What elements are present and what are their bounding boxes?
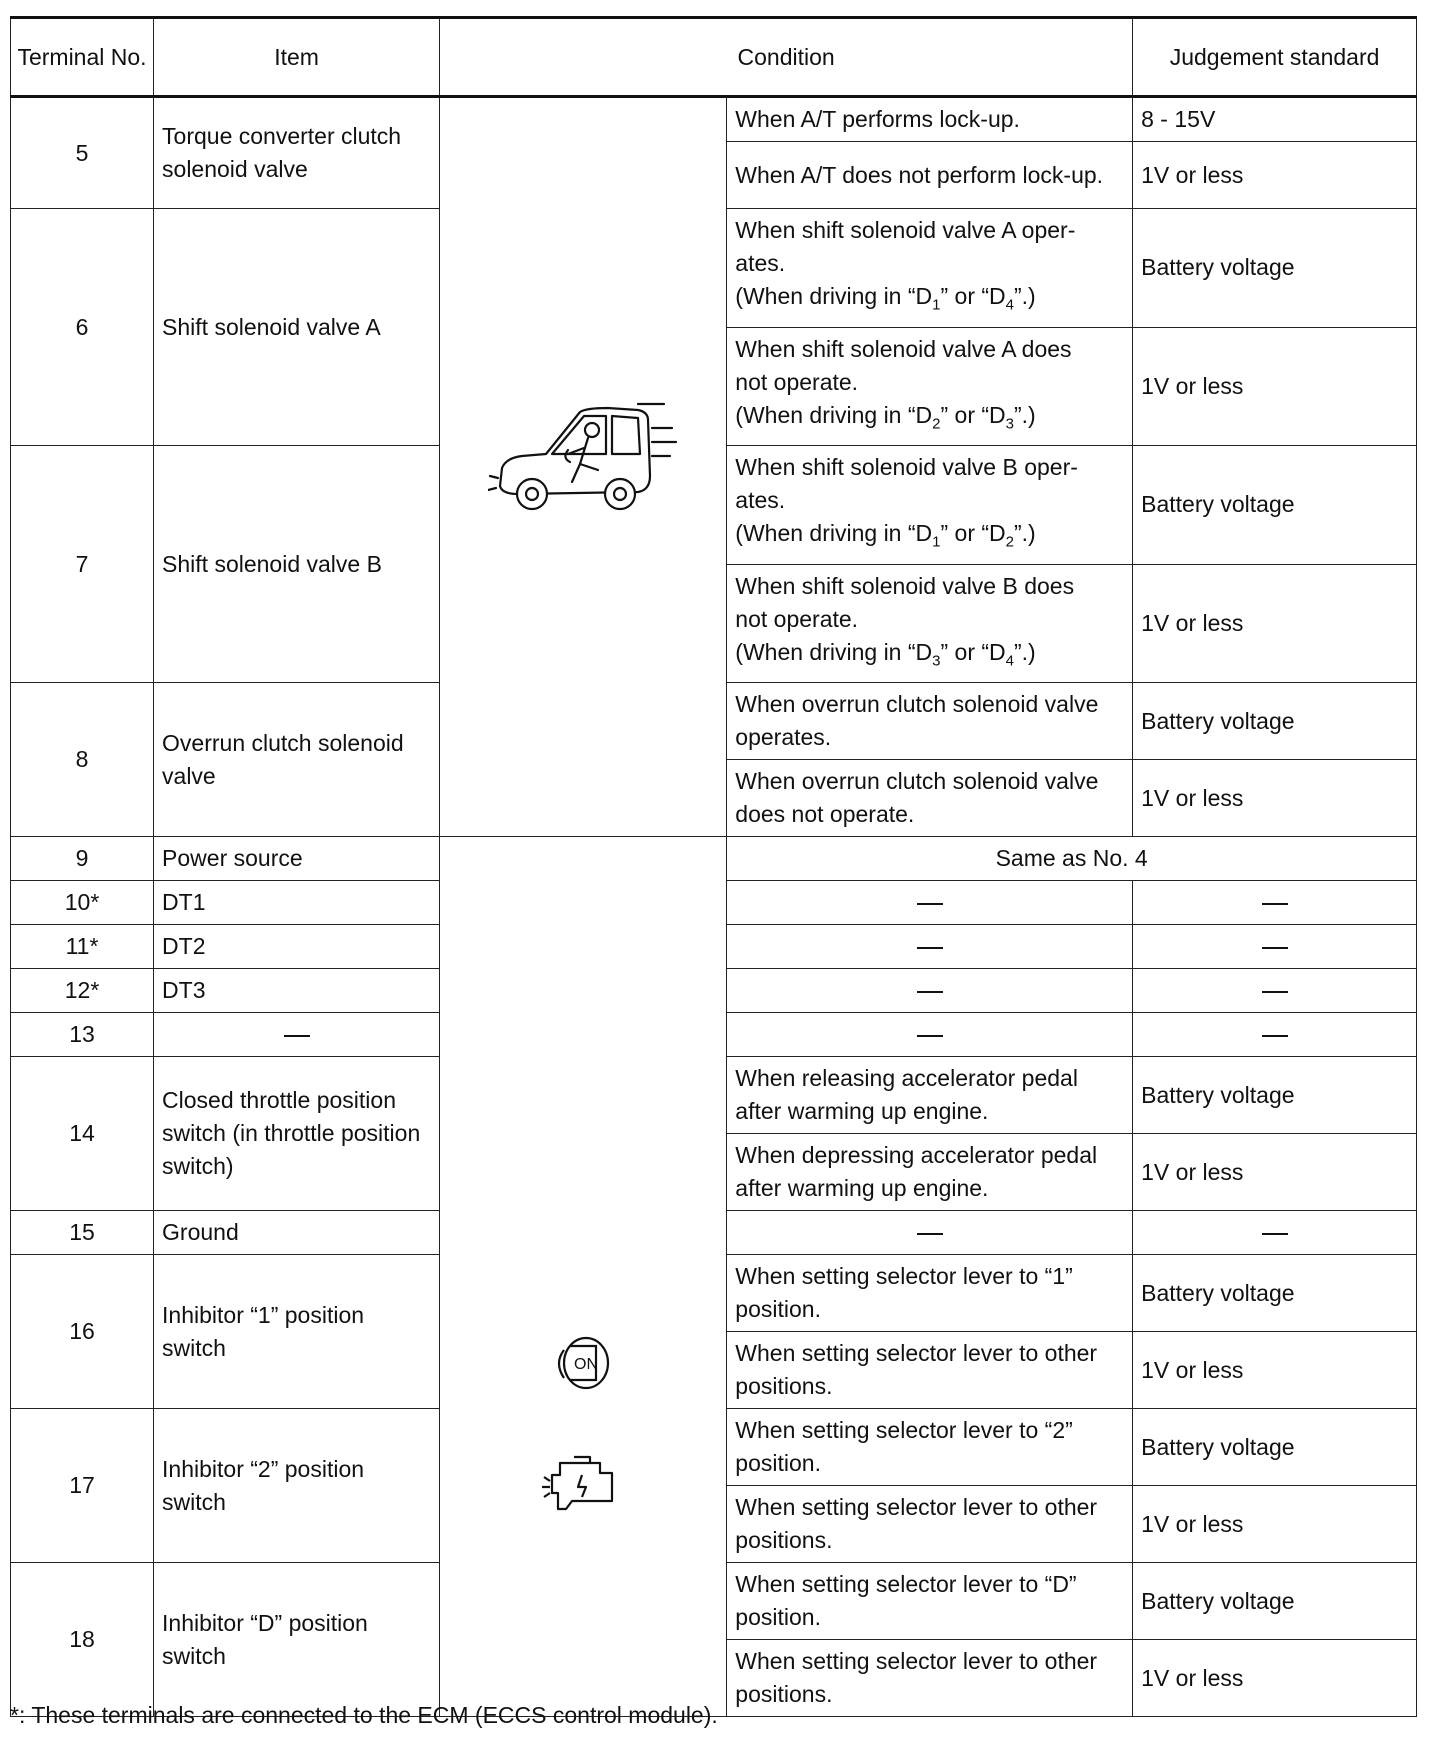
terminal-no: 12* — [11, 969, 154, 1013]
condition-line: ”.) — [1014, 283, 1036, 309]
condition-cell: When setting selector lever to “1” position. — [727, 1255, 1133, 1332]
header-row — [11, 18, 1417, 97]
terminal-no: 13 — [11, 1013, 154, 1057]
dash-mark — [917, 947, 943, 949]
header-terminal: Terminal No. — [11, 18, 154, 97]
ignition-key-on-icon — [548, 1328, 618, 1398]
judgement-cell: Battery voltage — [1133, 1409, 1417, 1486]
condition-cell — [727, 1211, 1133, 1255]
condition-line: ”.) — [1014, 520, 1036, 547]
header-item: Item — [154, 18, 440, 97]
condition-line: ates. — [735, 487, 786, 514]
condition-line: When shift solenoid valve A oper- — [735, 217, 1076, 243]
condition-cell: When setting selector lever to other positions. — [727, 1640, 1133, 1717]
condition-line: (When driving in “D — [735, 638, 933, 665]
judgement-cell: Battery voltage — [1133, 1255, 1417, 1332]
header-judgement: Judgement standard — [1133, 18, 1417, 97]
condition-line: ”.) — [1014, 401, 1036, 428]
condition-cell: When setting selector lever to other positions. — [727, 1332, 1133, 1409]
dash-mark — [1262, 991, 1288, 993]
dash-mark — [1262, 947, 1288, 949]
condition-cell: When setting selector lever to “2” position. — [727, 1409, 1133, 1486]
judgement-cell: 8 - 15V — [1133, 97, 1417, 142]
dash-mark — [1262, 1035, 1288, 1037]
judgement-cell — [1133, 969, 1417, 1013]
terminal-table — [10, 16, 1417, 1717]
condition-line: not operate. — [735, 605, 859, 632]
condition-cell: Same as No. 4 — [727, 837, 1417, 881]
terminal-no: 7 — [11, 446, 154, 683]
judgement-cell: 1V or less — [1133, 760, 1417, 837]
condition-cell — [727, 969, 1133, 1013]
condition-cell: When overrun clutch solenoid valve does not operate. — [727, 760, 1133, 837]
condition-cell — [727, 564, 1133, 683]
judgement-cell: Battery voltage — [1133, 1057, 1417, 1134]
dash-mark — [917, 1035, 943, 1037]
table-row — [11, 97, 1417, 142]
header-condition: Condition — [440, 18, 1133, 97]
judgement-cell: 1V or less — [1133, 1640, 1417, 1717]
subscript: 3 — [1005, 415, 1014, 433]
item-cell: DT3 — [154, 969, 440, 1013]
subscript: 4 — [1005, 296, 1014, 314]
subscript: 4 — [1005, 652, 1014, 670]
condition-cell — [727, 1013, 1133, 1057]
ignition-engine-illustration-cell — [440, 837, 727, 1717]
judgement-cell: Battery voltage — [1133, 1563, 1417, 1640]
condition-cell: When depressing accelerator pedal after warming up engine. — [727, 1134, 1133, 1211]
dash-mark — [284, 1035, 310, 1037]
terminal-no: 10* — [11, 881, 154, 925]
subscript: 1 — [932, 533, 941, 551]
condition-line: ” or “D — [940, 638, 1006, 665]
engine-running-icon — [538, 1447, 628, 1517]
terminal-no: 14 — [11, 1057, 154, 1211]
judgement-cell: Battery voltage — [1133, 683, 1417, 760]
condition-line: ” or “D — [940, 401, 1006, 428]
terminal-no: 17 — [11, 1409, 154, 1563]
terminal-no: 9 — [11, 837, 154, 881]
judgement-cell: 1V or less — [1133, 564, 1417, 683]
judgement-cell: 1V or less — [1133, 1486, 1417, 1563]
item-cell: Shift solenoid valve B — [154, 446, 440, 683]
item-cell: Closed throttle position switch (in throttle position switch) — [154, 1057, 440, 1211]
condition-cell: When setting selector lever to other positions. — [727, 1486, 1133, 1563]
condition-line: (When driving in “D — [735, 520, 933, 547]
svg-text:ON: ON — [574, 1355, 599, 1373]
driving-illustration-cell — [440, 97, 727, 837]
condition-line: ” or “D — [940, 283, 1006, 309]
condition-line: When shift solenoid valve B oper- — [735, 454, 1078, 481]
condition-line: ” or “D — [940, 520, 1006, 547]
terminal-spec-sheet — [10, 16, 1417, 1717]
terminal-no: 15 — [11, 1211, 154, 1255]
condition-line: When shift solenoid valve B does — [735, 572, 1075, 599]
judgement-cell: Battery voltage — [1133, 446, 1417, 565]
driving-car-icon — [488, 398, 678, 528]
item-cell: Shift solenoid valve A — [154, 209, 440, 446]
subscript: 2 — [1005, 533, 1014, 551]
condition-cell: When setting selector lever to “D” position. — [727, 1563, 1133, 1640]
subscript: 1 — [932, 296, 941, 314]
condition-cell: When A/T performs lock-up. — [727, 97, 1133, 142]
item-cell: DT2 — [154, 925, 440, 969]
terminal-no: 11* — [11, 925, 154, 969]
item-cell: Torque converter clutch solenoid valve — [154, 97, 440, 209]
condition-cell: When releasing accelerator pedal after warming up engine. — [727, 1057, 1133, 1134]
item-cell: Ground — [154, 1211, 440, 1255]
terminal-no: 16 — [11, 1255, 154, 1409]
condition-cell: When A/T does not perform lock-up. — [727, 142, 1133, 209]
dash-mark — [917, 991, 943, 993]
item-cell: Inhibitor “1” position switch — [154, 1255, 440, 1409]
dash-mark — [917, 1233, 943, 1235]
judgement-cell — [1133, 881, 1417, 925]
condition-cell — [727, 327, 1133, 446]
table-row — [11, 837, 1417, 881]
subscript: 3 — [932, 652, 941, 670]
judgement-cell: Battery voltage — [1133, 209, 1417, 328]
condition-cell — [727, 209, 1133, 328]
footnote: *: These terminals are connected to the ECM (ECCS control module). — [10, 1702, 718, 1728]
dash-mark — [917, 903, 943, 905]
item-cell: DT1 — [154, 881, 440, 925]
judgement-cell — [1133, 925, 1417, 969]
terminal-no: 8 — [11, 683, 154, 837]
condition-cell — [727, 925, 1133, 969]
judgement-cell: 1V or less — [1133, 142, 1417, 209]
judgement-cell: 1V or less — [1133, 1134, 1417, 1211]
item-cell: Overrun clutch solenoid valve — [154, 683, 440, 837]
judgement-cell — [1133, 1013, 1417, 1057]
condition-line: ates. — [735, 250, 786, 276]
condition-line: (When driving in “D — [735, 401, 933, 428]
item-cell: Power source — [154, 837, 440, 881]
condition-line: ”.) — [1014, 638, 1036, 665]
condition-line: not operate. — [735, 368, 859, 395]
dash-mark — [1262, 903, 1288, 905]
terminal-no: 6 — [11, 209, 154, 446]
item-cell: Inhibitor “D” position switch — [154, 1563, 440, 1717]
item-cell — [154, 1013, 440, 1057]
condition-cell — [727, 446, 1133, 565]
dash-mark — [1262, 1233, 1288, 1235]
condition-line: When shift solenoid valve A does — [735, 335, 1072, 362]
terminal-no: 18 — [11, 1563, 154, 1717]
condition-cell: When overrun clutch solenoid valve operates. — [727, 683, 1133, 760]
item-cell: Inhibitor “2” position switch — [154, 1409, 440, 1563]
subscript: 2 — [932, 415, 941, 433]
judgement-cell: 1V or less — [1133, 1332, 1417, 1409]
judgement-cell — [1133, 1211, 1417, 1255]
judgement-cell: 1V or less — [1133, 327, 1417, 446]
condition-cell — [727, 881, 1133, 925]
condition-line: (When driving in “D — [735, 283, 933, 309]
terminal-no: 5 — [11, 97, 154, 209]
